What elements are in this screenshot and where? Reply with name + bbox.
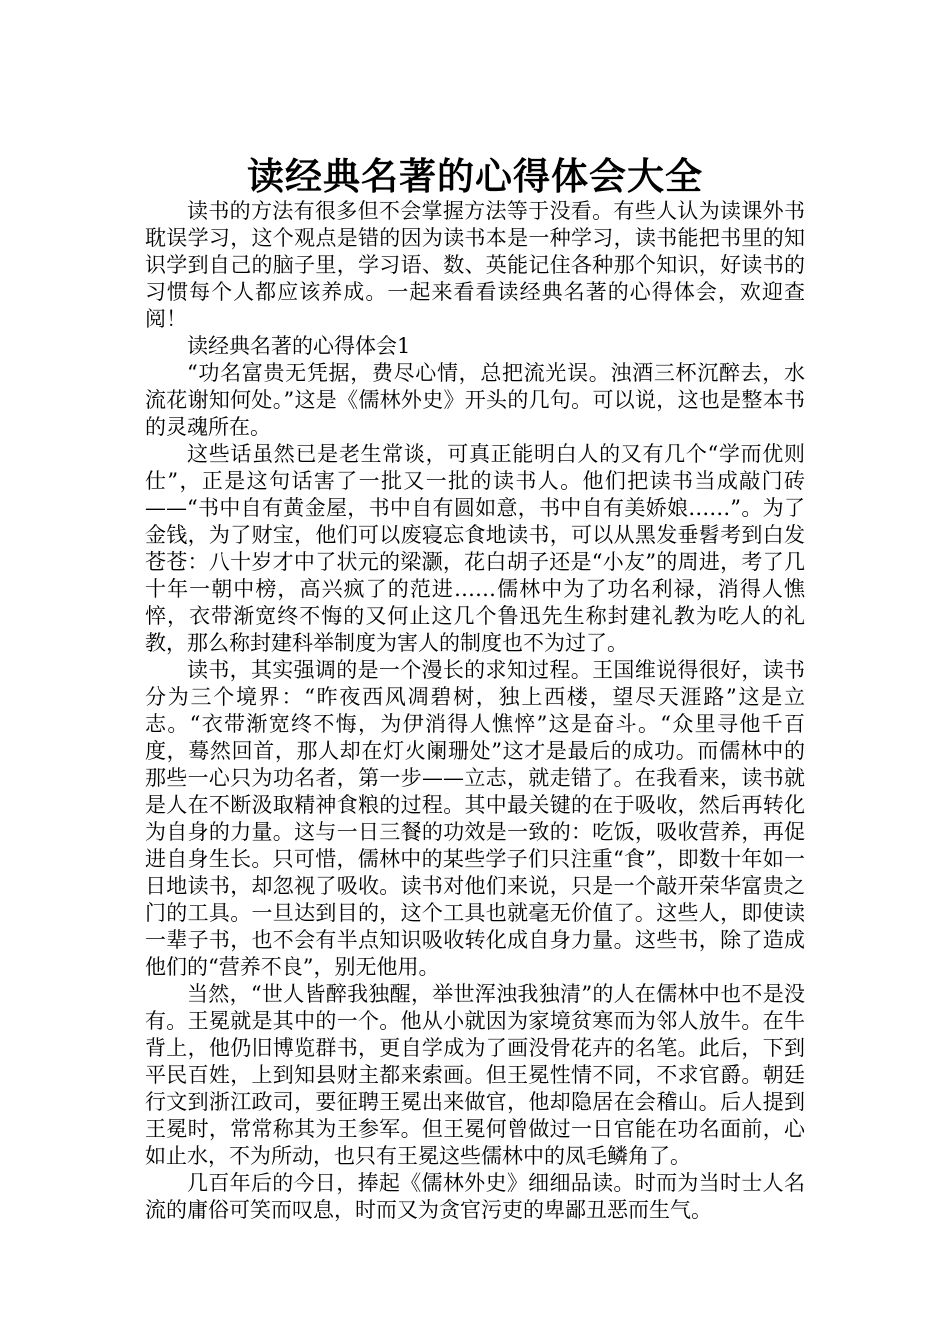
intro-paragraph: 读书的方法有很多但不会掌握方法等于没看。有些人认为读课外书耽误学习，这个观点是错的因为读书本是一种学习，读书能把书里的知识学到自己的脑子里，学习语、数、英能记住各种那个知识，好读书的习惯每个人都应该养成。一起来看看读经典名著的心得体会，欢迎查阅！ [145, 199, 805, 331]
document-body [145, 198, 805, 1224]
document-title: 读经典名著的心得体会大全 [247, 154, 703, 198]
body-paragraph: 这些话虽然已是老生常谈，可真正能明白人的又有几个“学而优则仕”，正是这句话害了一批又一批的读书人。他们把读书当成敲门砖——“书中自有黄金屋，书中自有圆如意，书中自有美娇娘……”。为了金钱，为了财宝，他们可以废寝忘食地读书，可以从黑发垂髫考到白发苍苍：八十岁才中了状元的梁灏，花白胡子还是“小友”的周进，考了几十年一朝中榜，高兴疯了的范进……儒林中为了功名利禄，消得人憔悴，衣带渐宽终不悔的又何止这几个鲁迅先生称封建礼教为吃人的礼教，那么称封建科举制度为害人的制度也不为过了。 [145, 442, 805, 655]
body-paragraph: 当然，“世人皆醉我独醒，举世浑浊我独清”的人在儒林中也不是没有。王冕就是其中的一个。他从小就因为家境贫寒而为邻人放牛。在牛背上，他仍旧博览群书，更自学成为了画没骨花卉的名笔。此后，下到平民百姓，上到知县财主都来索画。但王冕性情不同，不求官爵。朝廷行文到浙江政司，要征聘王冕出来做官，他却隐居在会稽山。后人提到王冕时，常常称其为王参军。但王冕何曾做过一日官能在功名面前，心如止水，不为所动，也只有王冕这些儒林中的凤毛鳞角了。 [145, 982, 805, 1168]
section-heading: 读经典名著的心得体会1 [187, 334, 411, 358]
body-paragraph: “功名富贵无凭据，费尽心情，总把流光误。浊酒三杯沉醉去，水流花谢知何处。”这是《儒林外史》开头的几句。可以说，这也是整本书的灵魂所在。 [145, 361, 805, 439]
body-paragraph: 几百年后的今日，捧起《儒林外史》细细品读。时而为当时士人名流的庸俗可笑而叹息，时而又为贪官污吏的卑鄙丑恶而生气。 [145, 1171, 805, 1222]
body-paragraph: 读书，其实强调的是一个漫长的求知过程。王国维说得很好，读书分为三个境界：“昨夜西风凋碧树，独上西楼，望尽天涯路”这是立志。“衣带渐宽终不悔，为伊消得人憔悴”这是奋斗。“众里寻他千百度，蓦然回首，那人却在灯火阑珊处”这才是最后的成功。而儒林中的那些一心只为功名者，第一步——立志，就走错了。在我看来，读书就是人在不断汲取精神食粮的过程。其中最关键的在于吸收，然后再转化为自身的力量。这与一日三餐的功效是一致的：吃饭，吸收营养，再促进自身生长。只可惜，儒林中的某些学子们只注重“食”，即数十年如一日地读书，却忽视了吸收。读书对他们来说，只是一个敲开荣华富贵之门的工具。一旦达到目的，这个工具也就毫无价值了。这些人，即使读一辈子书，也不会有半点知识吸收转化成自身力量。这些书，除了造成他们的“营养不良”，别无他用。 [145, 658, 805, 979]
